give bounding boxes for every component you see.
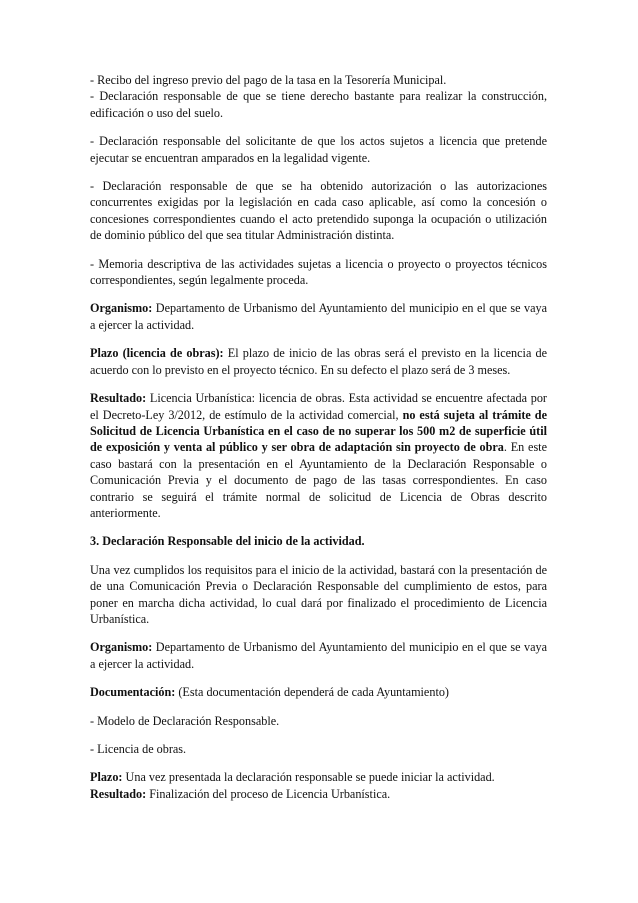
text-run: El plazo de inicio de las obras será el previsto en la licencia de acuerdo con lo previsto en el proyecto técnico. En su defecto el plazo será de 3 meses. — [90, 346, 548, 377]
paragraph-b9 — [90, 533, 547, 549]
text-run: - Declaración responsable de que se tiene derecho bastante para realizar la construcción, edificación o uso del suelo. — [90, 89, 547, 120]
paragraph-b8 — [90, 390, 547, 521]
text-run: Departamento de Urbanismo del Ayuntamiento del municipio en el que se vaya a ejercer la actividad. — [90, 301, 547, 332]
bold-run: Organismo: — [90, 301, 153, 316]
bold-run: Resultado: — [90, 786, 147, 801]
text-run: . En este caso bastará con la presentación en el Ayuntamiento de la Declaración Responsable o Comunicación Previa y el documento de pago de las tasas correspondientes. En caso contrario se seguirá el trámite normal de solicitud de Licencia de Obras descrito anteriormente. — [90, 440, 547, 520]
text-run: Licencia Urbanística: licencia de obras. Esta actividad se encuentre afectada por el Decreto-Ley 3/2012, de estímulo de la actividad comercial, — [90, 391, 547, 422]
paragraph-b4 — [90, 178, 547, 244]
paragraph-b1 — [90, 72, 547, 88]
bold-run: Resultado: — [90, 391, 147, 406]
bold-run: Documentación: — [90, 685, 176, 700]
document-page — [90, 72, 547, 814]
bold-run: 3. Declaración Responsable del inicio de la actividad. — [90, 534, 365, 549]
paragraph-b14 — [90, 741, 547, 757]
text-run: Departamento de Urbanismo del Ayuntamiento del municipio en el que se vaya a ejercer la actividad. — [90, 640, 547, 671]
paragraph-b15 — [90, 769, 547, 785]
paragraph-b10 — [90, 562, 547, 628]
text-run: Una vez presentada la declaración responsable se puede iniciar la actividad. — [122, 770, 495, 785]
text-run: (Esta documentación dependerá de cada Ayuntamiento) — [175, 685, 449, 700]
text-run: - Licencia de obras. — [90, 742, 187, 756]
paragraph-b12 — [90, 684, 547, 700]
bold-run: no está sujeta al trámite de Solicitud de Licencia Urbanística en el caso de no superar los 500 m2 de superficie útil de exposición y venta al público y ser obra de adaptación sin proyecto de obra — [90, 407, 547, 455]
paragraph-b13 — [90, 713, 547, 729]
text-run: Finalización del proceso de Licencia Urbanística. — [146, 786, 391, 801]
paragraph-b2 — [90, 88, 547, 121]
paragraph-b6 — [90, 300, 547, 333]
bold-run: Organismo: — [90, 640, 153, 655]
paragraph-b7 — [90, 345, 547, 378]
text-run: - Recibo del ingreso previo del pago de la tasa en la Tesorería Municipal. — [90, 73, 447, 87]
text-run: - Declaración responsable del solicitante de que los actos sujetos a licencia que pretende ejecutar se encuentran amparados en la legalidad vigente. — [90, 134, 547, 165]
paragraph-b16 — [90, 786, 547, 802]
bold-run: Plazo (licencia de obras): — [90, 346, 224, 361]
paragraph-b3 — [90, 133, 547, 166]
text-run: Una vez cumplidos los requisitos para el inicio de la actividad, bastará con la presentación de de una Comunicación Previa o Declaración Responsable del cumplimiento de estos, para poner en marcha dicha actividad, lo cual dará por finalizado el procedimiento de Licencia Urbanística. — [90, 562, 547, 626]
text-run: - Memoria descriptiva de las actividades sujetas a licencia o proyecto o proyectos técnicos correspondientes, según legalmente proceda. — [90, 256, 547, 288]
paragraph-b11 — [90, 639, 547, 672]
text-run: - Modelo de Declaración Responsable. — [90, 713, 280, 728]
text-run: - Declaración responsable de que se ha obtenido autorización o las autorizaciones concurrentes exigidas por la legislación en cada caso aplicable, así como la concesión o concesiones correspondientes cuando el acto pretendido suponga la ocupación o utilización de dominio público del que sea titular Administración distinta. — [90, 179, 547, 243]
bold-run: Plazo: — [90, 770, 123, 785]
paragraph-b5 — [90, 256, 547, 289]
